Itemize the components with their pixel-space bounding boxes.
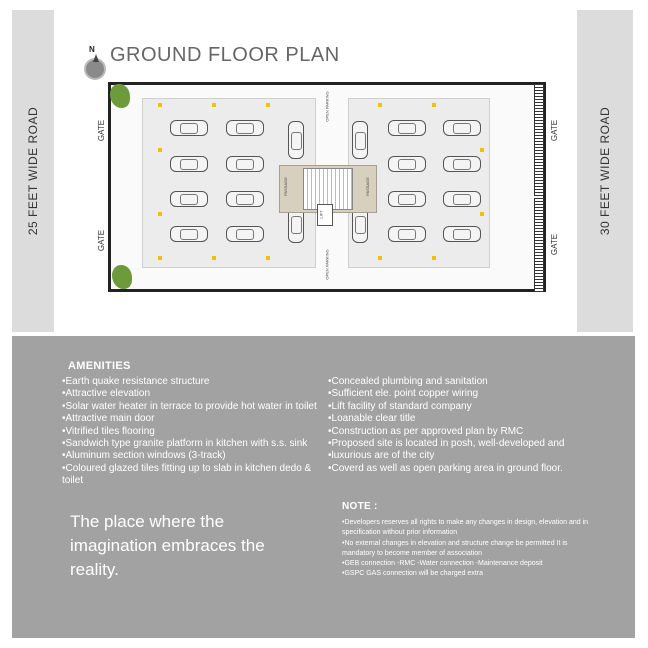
- right-road-label: 30 FEET WIDE ROAD: [598, 106, 612, 236]
- gate-label-left-top: GATE: [97, 119, 107, 142]
- amenity-item: • Concealed plumbing and sanitation: [328, 376, 608, 388]
- amenity-item: • Attractive elevation: [62, 388, 332, 400]
- parking-marker: [480, 148, 484, 152]
- compass-icon: [84, 58, 106, 80]
- amenity-item: • Sandwich type granite platform in kitchen with s.s. sink: [62, 438, 332, 450]
- parking-marker: [480, 212, 484, 216]
- car-icon: [226, 156, 264, 172]
- tree-icon: [110, 84, 130, 108]
- parking-marker: [378, 256, 382, 260]
- compass-north-label: N: [89, 45, 95, 54]
- car-icon: [443, 156, 481, 172]
- car-icon: [388, 226, 426, 242]
- parking-marker: [158, 212, 162, 216]
- left-road-strip: [12, 10, 54, 332]
- parking-marker: [432, 103, 436, 107]
- car-icon: [443, 191, 481, 207]
- amenity-item: • Coloured glazed tiles fitting up to slab in kitchen dedo & toilet: [62, 463, 312, 488]
- amenity-item: • Attractive main door: [62, 413, 332, 425]
- amenities-title: AMENITIES: [68, 360, 131, 372]
- parking-marker: [158, 256, 162, 260]
- right-road-strip: [577, 10, 633, 332]
- lift-label: LIFT: [318, 210, 324, 219]
- amenities-list-left: [62, 376, 332, 488]
- car-icon: [170, 191, 208, 207]
- open-parking-label-bottom: OPEN PARKING: [324, 249, 330, 280]
- amenity-item: • Lift facility of standard company: [328, 401, 608, 413]
- amenity-item: • Vitrified tiles flooring: [62, 426, 332, 438]
- car-icon: [443, 226, 481, 242]
- parking-marker: [212, 103, 216, 107]
- boundary-grill: [534, 84, 544, 196]
- left-road-label: 25 FEET WIDE ROAD: [26, 106, 40, 236]
- amenity-item: • Coverd as well as open parking area in ground floor.: [328, 463, 608, 475]
- car-icon: [226, 226, 264, 242]
- amenity-item: • Aluminum section windows (3-track): [62, 450, 332, 462]
- boundary-grill: [534, 198, 544, 292]
- amenity-item: • Sufficient ele. point copper wiring: [328, 388, 608, 400]
- car-icon: [226, 120, 264, 136]
- parking-marker: [378, 103, 382, 107]
- note-title: NOTE :: [342, 501, 378, 512]
- passage-label-right: PASSAGE: [364, 177, 370, 196]
- amenity-item: • Construction as per approved plan by RMC: [328, 426, 608, 438]
- note-item: • GEB connection -RMC -Water connection -Maintenance deposit: [342, 559, 592, 569]
- car-icon: [288, 121, 304, 159]
- parking-marker: [158, 148, 162, 152]
- car-icon: [170, 120, 208, 136]
- passage-label-left: PASSAGE: [282, 177, 288, 196]
- car-icon: [226, 191, 264, 207]
- amenity-item: • Loanable clear title: [328, 413, 608, 425]
- parking-marker: [212, 256, 216, 260]
- amenity-item: • luxurious are of the city: [328, 450, 608, 462]
- parking-marker: [432, 256, 436, 260]
- parking-marker: [266, 256, 270, 260]
- car-icon: [170, 156, 208, 172]
- amenity-item: • Proposed site is located in posh, well-developed and: [328, 438, 608, 450]
- tree-icon: [112, 265, 132, 289]
- note-item: • Developers reserves all rights to make any changes in design, elevation and in specification without prior information: [342, 518, 592, 539]
- car-icon: [388, 120, 426, 136]
- amenity-item: • Solar water heater in terrace to provide hot water in toilet: [62, 401, 332, 413]
- note-item: • No external changes in elevation and structure change be permitted It is mandatory to become member of association: [342, 539, 592, 560]
- car-icon: [388, 191, 426, 207]
- amenity-item: • Earth quake resistance structure: [62, 376, 332, 388]
- car-icon: [388, 156, 426, 172]
- gate-label-right-top: GATE: [550, 119, 560, 142]
- open-parking-label-top: OPEN PARKING: [324, 91, 330, 122]
- car-icon: [443, 120, 481, 136]
- plan-title: GROUND FLOOR PLAN: [110, 44, 340, 66]
- car-icon: [170, 226, 208, 242]
- note-list: [342, 518, 592, 580]
- gate-label-left-bottom: GATE: [97, 229, 107, 252]
- note-item: • GSPC GAS connection will be charged extra: [342, 569, 592, 579]
- parking-marker: [266, 103, 270, 107]
- amenities-list-right: [328, 376, 608, 475]
- lift-box: [317, 204, 333, 226]
- parking-marker: [158, 103, 162, 107]
- car-icon: [352, 121, 368, 159]
- tagline: The place where the imagination embraces the reality.: [70, 512, 265, 579]
- gate-label-right-bottom: GATE: [550, 233, 560, 256]
